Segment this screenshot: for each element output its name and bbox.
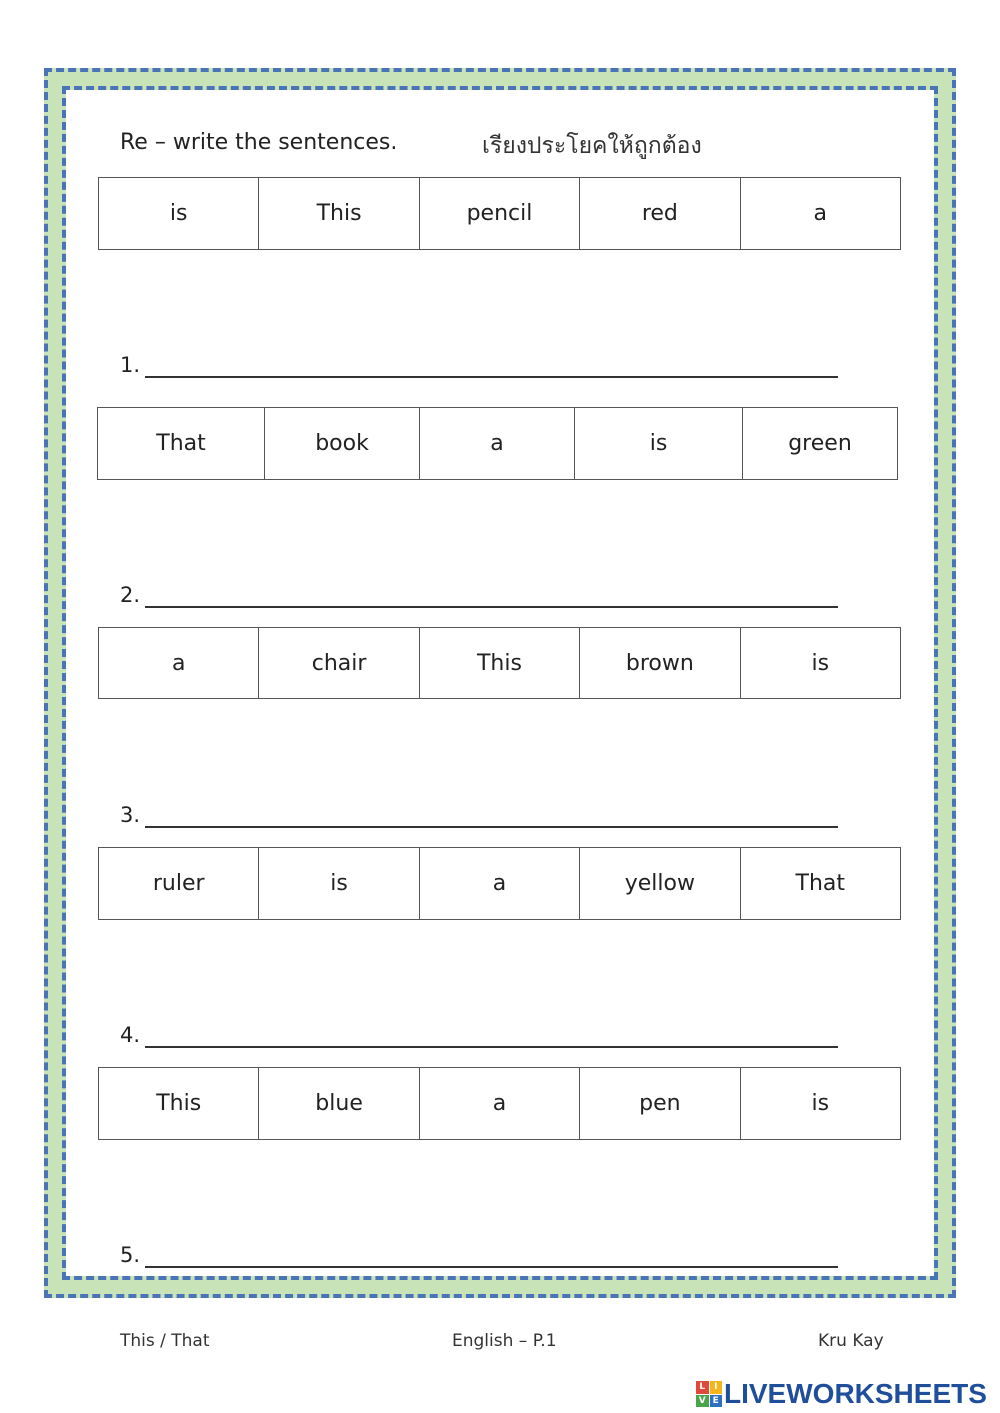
- word-table-2: [97, 407, 898, 480]
- word-box[interactable]: book: [265, 408, 420, 480]
- word-box[interactable]: is: [740, 628, 900, 699]
- word-table-1: [98, 177, 901, 250]
- word-box[interactable]: a: [419, 1068, 579, 1140]
- word-box[interactable]: pencil: [419, 178, 579, 250]
- word-box[interactable]: ruler: [99, 848, 259, 920]
- answer-rule: [145, 606, 838, 608]
- answer-line-4[interactable]: [120, 1022, 840, 1048]
- word-box[interactable]: is: [575, 408, 743, 480]
- brand-name: LIVEWORKSHEETS: [724, 1378, 987, 1409]
- answer-rule: [145, 826, 838, 828]
- word-box[interactable]: red: [580, 178, 740, 250]
- word-box[interactable]: a: [419, 848, 579, 920]
- answer-number: 4.: [120, 1023, 141, 1047]
- worksheet-title: Re – write the sentences.: [120, 130, 398, 155]
- logo-letter: E: [710, 1395, 723, 1408]
- word-box[interactable]: blue: [259, 1068, 419, 1140]
- word-box[interactable]: a: [740, 178, 900, 250]
- word-box[interactable]: chair: [259, 628, 419, 699]
- answer-number: 3.: [120, 803, 141, 827]
- answer-number: 1.: [120, 353, 141, 377]
- answer-line-3[interactable]: [120, 802, 840, 828]
- word-box[interactable]: green: [743, 408, 898, 480]
- answer-line-2[interactable]: [120, 582, 840, 608]
- word-box[interactable]: brown: [580, 628, 740, 699]
- answer-number: 5.: [120, 1243, 141, 1267]
- logo-letter: L: [696, 1381, 709, 1394]
- footer-author: Kru Kay: [818, 1331, 884, 1351]
- word-box[interactable]: a: [99, 628, 259, 699]
- liveworksheets-logo-icon: [696, 1381, 722, 1407]
- word-table-3: [98, 627, 901, 699]
- word-box[interactable]: This: [259, 178, 419, 250]
- word-box[interactable]: is: [740, 1068, 900, 1140]
- answer-rule: [145, 376, 838, 378]
- logo-letter: V: [696, 1395, 709, 1408]
- answer-line-1[interactable]: [120, 352, 840, 378]
- liveworksheets-brand[interactable]: [696, 1378, 987, 1410]
- logo-letter: I: [710, 1381, 723, 1394]
- word-box[interactable]: That: [98, 408, 265, 480]
- answer-line-5[interactable]: [120, 1242, 840, 1268]
- answer-rule: [145, 1266, 838, 1268]
- answer-number: 2.: [120, 583, 141, 607]
- word-box[interactable]: pen: [580, 1068, 740, 1140]
- word-box[interactable]: is: [259, 848, 419, 920]
- word-box[interactable]: is: [99, 178, 259, 250]
- footer-topic: This / That: [120, 1331, 210, 1351]
- word-box[interactable]: That: [740, 848, 900, 920]
- word-box[interactable]: yellow: [580, 848, 740, 920]
- word-box[interactable]: This: [99, 1068, 259, 1140]
- word-table-4: [98, 847, 901, 920]
- word-box[interactable]: a: [420, 408, 575, 480]
- footer-subject: English – P.1: [452, 1331, 557, 1351]
- thai-instruction: เรียงประโยคให้ถูกต้อง: [482, 133, 702, 159]
- word-table-5: [98, 1067, 901, 1140]
- answer-rule: [145, 1046, 838, 1048]
- word-box[interactable]: This: [419, 628, 579, 699]
